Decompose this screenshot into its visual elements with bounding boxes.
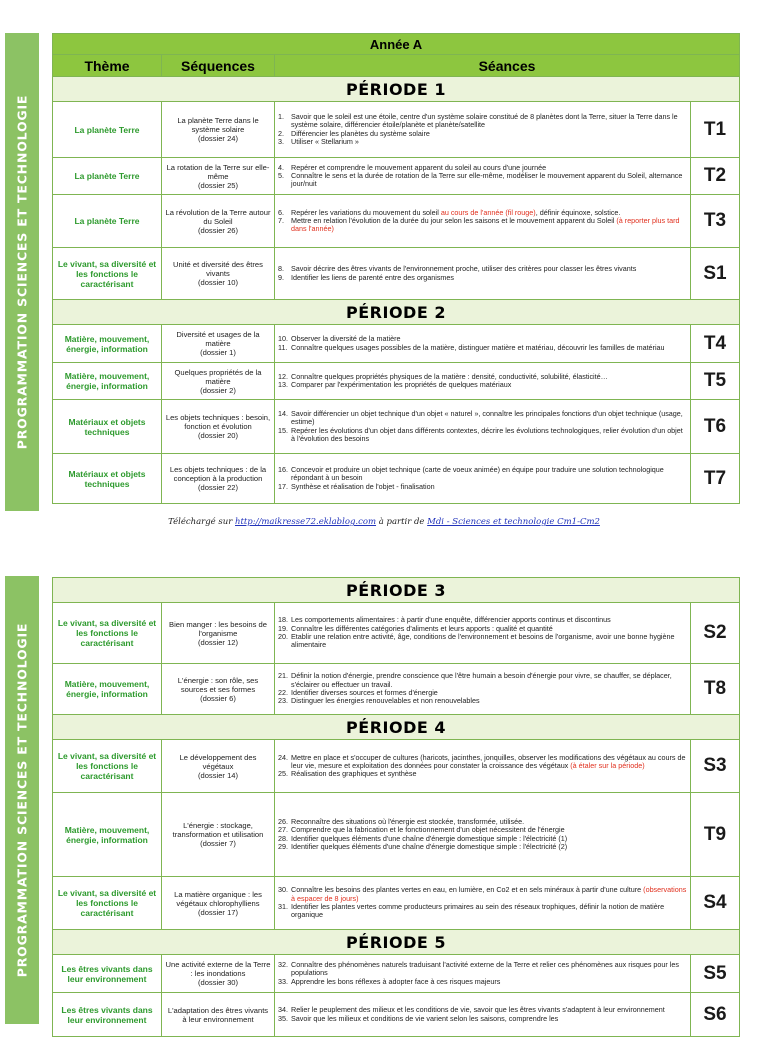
sequence-line: (dossier 22) xyxy=(197,483,239,492)
session-number: 9. xyxy=(278,272,284,282)
session-number: 24. xyxy=(278,752,288,762)
session-number: 6. xyxy=(278,207,284,217)
sequence-row xyxy=(53,454,740,504)
session-item xyxy=(278,274,687,282)
sequence-line: Unité et diversité des êtres vivants xyxy=(173,260,263,278)
period-title: PÉRIODE 3 xyxy=(53,578,740,603)
session-text-main: Concevoir et produire un objet technique (carte de voeux animée) en équipe pour traduire une solution technologique répondant à un besoin xyxy=(291,465,664,483)
sequence-cell xyxy=(162,793,275,877)
session-text-main: Réalisation des graphiques et synthèse xyxy=(291,769,417,779)
session-number: 12. xyxy=(278,371,288,381)
sessions-cell xyxy=(275,740,691,793)
session-note-red: au cours de l'année (fil rouge) xyxy=(440,207,536,217)
session-text-after: , définir équinoxe, solstice. xyxy=(535,207,621,217)
sequence-cell xyxy=(162,102,275,158)
sequence-line: (dossier 6) xyxy=(200,693,236,703)
footer-source-link[interactable]: Mdi - Sciences et technologie Cm1-Cm2 xyxy=(427,517,600,527)
session-item xyxy=(278,1015,687,1023)
session-item xyxy=(278,903,687,920)
sequence-row xyxy=(53,955,740,993)
session-number: 17. xyxy=(278,481,288,491)
theme-cell: Le vivant, sa diversité et les fonctions le caractérisant xyxy=(53,603,162,664)
sequence-code: S3 xyxy=(691,740,740,793)
sessions-cell xyxy=(275,400,691,454)
theme-cell: Matière, mouvement, énergie, information xyxy=(53,793,162,877)
sessions-cell xyxy=(275,993,691,1037)
sequence-code: S4 xyxy=(691,877,740,930)
sequence-line: Les objets techniques : de la conception à la production xyxy=(169,465,267,483)
sequence-line: La matière organique : les végétaux chlorophylliens xyxy=(174,889,262,908)
sequence-cell xyxy=(162,664,275,715)
session-number: 22. xyxy=(278,688,288,697)
session-text xyxy=(291,754,687,771)
download-source-footer xyxy=(0,517,768,527)
sequence-line: Les objets techniques : besoin, fonction et évolution xyxy=(165,413,271,431)
session-text-main: Repérer les évolutions d'un objet dans différents contextes, décrire les évolutions technologiques, relier évolution d'un objet à l'évolution des besoins xyxy=(291,425,683,443)
sessions-cell xyxy=(275,955,691,993)
year-title: Année A xyxy=(53,34,740,55)
sequence-row xyxy=(53,158,740,195)
session-text-main: Mettre en relation l'évolution de la durée du jour selon les saisons et le mouvement apparent du Soleil xyxy=(291,215,617,225)
spine-banner-top xyxy=(5,33,39,511)
session-number: 15. xyxy=(278,425,288,435)
session-item xyxy=(278,843,687,851)
session-text-main: Etablir une relation entre activité, âge, conditions de l'environnement et besoins de l'organisme, avoir une bonne hygiène alimentaire xyxy=(291,632,675,650)
session-text xyxy=(291,886,687,903)
session-text xyxy=(291,633,687,650)
session-number: 25. xyxy=(278,769,288,779)
sequence-line: Diversité et usages de la matière xyxy=(176,330,260,348)
sequence-cell xyxy=(162,955,275,993)
sequence-line: L'énergie : stockage, transformation et utilisation xyxy=(172,821,264,839)
period-title: PÉRIODE 4 xyxy=(53,715,740,740)
session-text-main: Reconnaître des situations où l'énergie est stockée, transformée, utilisée. xyxy=(291,816,525,826)
session-number: 29. xyxy=(278,841,288,851)
sessions-cell xyxy=(275,664,691,715)
spine-label: PROGRAMMATION SCIENCES ET TECHNOLOGIE xyxy=(14,94,30,450)
period-title: PÉRIODE 2 xyxy=(53,300,740,325)
session-number: 8. xyxy=(278,264,284,274)
session-text xyxy=(291,903,687,920)
session-text-main: Connaître quelques propriétés physiques de la matière : densité, conductivité, solubilité, élasticité… xyxy=(291,371,608,381)
spine-label: PROGRAMMATION SCIENCES ET TECHNOLOGIE xyxy=(14,622,30,978)
session-item xyxy=(278,672,687,689)
sequence-cell xyxy=(162,877,275,930)
session-item xyxy=(278,886,687,903)
session-text-main: Identifier quelques éléments d'une chaîne d'énergie domestique simple : l'électricité (2) xyxy=(291,841,568,851)
sessions-cell xyxy=(275,158,691,195)
sequence-cell xyxy=(162,400,275,454)
year-row xyxy=(53,34,740,55)
programme-table-page-2 xyxy=(52,577,740,1037)
sequence-row xyxy=(53,664,740,715)
sequence-line: La rotation de la Terre sur elle-même xyxy=(166,162,270,181)
sessions-cell xyxy=(275,603,691,664)
sequence-cell xyxy=(162,603,275,664)
session-text-main: Définir la notion d'énergie, prendre conscience que l'être humain a besoin d'énergie pour vivre, se chauffer, se déplacer, s'éclairer ou effectuer un travail. xyxy=(291,671,672,689)
theme-cell: La planète Terre xyxy=(53,195,162,248)
theme-cell: Le vivant, sa diversité et les fonctions le caractérisant xyxy=(53,740,162,793)
sequence-cell xyxy=(162,325,275,363)
session-text-main: Savoir décrire des êtres vivants de l'environnement proche, utiliser des critères pour classer les êtres vivants xyxy=(291,264,637,274)
session-text xyxy=(291,274,687,282)
session-item xyxy=(278,466,687,483)
theme-cell: Les êtres vivants dans leur environnement xyxy=(53,955,162,993)
sequence-row xyxy=(53,195,740,248)
session-number: 2. xyxy=(278,128,284,138)
session-text xyxy=(291,770,687,778)
sessions-cell xyxy=(275,793,691,877)
session-text xyxy=(291,344,687,352)
period-row xyxy=(53,930,740,955)
session-number: 14. xyxy=(278,408,288,418)
sessions-cell xyxy=(275,454,691,504)
sequence-line: (dossier 17) xyxy=(197,907,239,917)
sessions-cell xyxy=(275,363,691,400)
session-number: 20. xyxy=(278,632,288,641)
session-text-main: Savoir que le soleil est une étoile, centre d'un système solaire constitué de 8 planètes dont la Terre, situer la Terre dans le système solaire, différencier étoile/planète et planète/satellite xyxy=(291,111,678,130)
sequence-code: T7 xyxy=(691,454,740,504)
sequence-row xyxy=(53,793,740,877)
sequence-line: Une activité externe de la Terre : les inondations xyxy=(165,960,271,978)
session-number: 31. xyxy=(278,902,288,911)
sessions-cell xyxy=(275,325,691,363)
session-item xyxy=(278,172,687,189)
session-number: 32. xyxy=(278,960,288,970)
sequence-line: (dossier 1) xyxy=(200,348,236,357)
session-text-main: Repérer et comprendre le mouvement apparent du soleil au cours d'une journée xyxy=(291,162,547,172)
session-text-main: Savoir que les milieux et conditions de vie varient selon les saisons, comprendre les xyxy=(291,1013,559,1023)
session-number: 23. xyxy=(278,696,288,706)
session-number: 30. xyxy=(278,885,288,895)
sequence-row xyxy=(53,993,740,1037)
theme-cell: Matière, mouvement, énergie, information xyxy=(53,363,162,400)
column-header-theme: Thème xyxy=(53,55,162,77)
sessions-cell xyxy=(275,102,691,158)
theme-cell: Les êtres vivants dans leur environnement xyxy=(53,993,162,1037)
spine-banner-bottom xyxy=(5,576,39,1024)
sequence-row xyxy=(53,325,740,363)
sequence-code: T6 xyxy=(691,400,740,454)
session-text-main: Comprendre que la fabrication et le fonctionnement d'un objet nécessitent de l'énergie xyxy=(291,825,565,835)
theme-cell: Matériaux et objets techniques xyxy=(53,400,162,454)
period-row xyxy=(53,578,740,603)
theme-cell: Matériaux et objets techniques xyxy=(53,454,162,504)
session-note-red: (à reporter plus tard dans l'année) xyxy=(291,215,680,234)
sequence-line: (dossier 7) xyxy=(200,839,236,848)
session-number: 3. xyxy=(278,136,284,146)
sequence-code: T1 xyxy=(691,102,740,158)
session-number: 35. xyxy=(278,1013,288,1023)
sequence-row xyxy=(53,740,740,793)
session-item xyxy=(278,138,687,146)
theme-cell: Matière, mouvement, énergie, information xyxy=(53,664,162,715)
session-text xyxy=(291,483,687,491)
session-item xyxy=(278,344,687,352)
session-number: 34. xyxy=(278,1005,288,1015)
sequence-line: L'adaptation des êtres vivants à leur environnement xyxy=(167,1005,269,1024)
sequence-cell xyxy=(162,993,275,1037)
sequence-line: (dossier 30) xyxy=(197,978,239,987)
session-text xyxy=(291,172,687,189)
session-text-main: Comparer par l'expérimentation les propriétés de quelques matériaux xyxy=(291,380,512,389)
session-text xyxy=(291,427,687,444)
session-number: 11. xyxy=(278,342,288,352)
session-note-red: (observations à espacer de 8 jours) xyxy=(291,885,687,903)
session-text xyxy=(291,217,687,234)
session-number: 26. xyxy=(278,816,288,826)
sequence-row xyxy=(53,102,740,158)
sessions-cell xyxy=(275,195,691,248)
sequence-row xyxy=(53,877,740,930)
sequence-cell xyxy=(162,195,275,248)
sequence-line: (dossier 14) xyxy=(197,770,239,780)
session-number: 1. xyxy=(278,111,284,121)
session-text-main: Identifier les liens de parenté entre des organismes xyxy=(291,272,455,282)
sequence-line: (dossier 26) xyxy=(197,225,239,235)
footer-blog-link[interactable]: http://maikresse72.eklablog.com xyxy=(235,517,377,527)
session-number: 33. xyxy=(278,976,288,986)
session-text xyxy=(291,1015,687,1023)
session-text xyxy=(291,466,687,483)
session-text xyxy=(291,961,687,978)
sequence-code: S1 xyxy=(691,248,740,300)
sequence-cell xyxy=(162,363,275,400)
column-header-row xyxy=(53,55,740,77)
session-item xyxy=(278,217,687,234)
session-text xyxy=(291,113,687,130)
session-text-main: Les comportements alimentaires : à partir d'une enquête, différencier apports continus et discontinus xyxy=(291,615,611,625)
session-text-main: Relier le peuplement des milieux et les conditions de vie, savoir que les êtres vivants s'adaptent à leur environnement xyxy=(291,1005,665,1015)
footer-prefix: Téléchargé sur xyxy=(168,517,235,527)
sequence-line: L'énergie : son rôle, ses sources et ses formes xyxy=(177,675,259,694)
sequence-cell xyxy=(162,454,275,504)
session-item xyxy=(278,410,687,427)
session-text-main: Connaître des phénomènes naturels traduisant l'activité externe de la Terre et relier ces phénomènes aux risques pour les populations xyxy=(291,960,679,978)
session-number: 10. xyxy=(278,334,288,344)
session-item xyxy=(278,754,687,771)
session-number: 21. xyxy=(278,671,288,681)
session-number: 27. xyxy=(278,825,288,835)
session-item xyxy=(278,483,687,491)
sequence-cell xyxy=(162,158,275,195)
sessions-cell xyxy=(275,248,691,300)
sequence-code: T3 xyxy=(691,195,740,248)
sequence-code: T8 xyxy=(691,664,740,715)
sequence-line: (dossier 20) xyxy=(197,431,239,440)
session-number: 18. xyxy=(278,615,288,625)
session-number: 5. xyxy=(278,170,284,180)
sequence-line: (dossier 2) xyxy=(200,385,236,395)
period-row xyxy=(53,715,740,740)
period-title: PÉRIODE 5 xyxy=(53,930,740,955)
session-text-main: Utiliser « Stellarium » xyxy=(291,136,359,146)
sequence-code: T2 xyxy=(691,158,740,195)
sequence-code: S5 xyxy=(691,955,740,993)
sequence-code: T4 xyxy=(691,325,740,363)
sequence-line: Quelques propriétés de la matière xyxy=(174,367,262,386)
session-item xyxy=(278,697,687,705)
sequence-line: (dossier 25) xyxy=(197,180,239,190)
session-text-main: Apprendre les bons réflexes à adopter face à ces risques majeurs xyxy=(291,976,501,986)
session-text-main: Mettre en place et s'occuper de cultures (haricots, jacinthes, jonquilles, observer les modifications des végétaux au cours de leur vie, mesure et exploitation des données pour constater la croissance des végétaux xyxy=(291,752,686,770)
sequence-cell xyxy=(162,740,275,793)
session-item xyxy=(278,427,687,444)
sequence-code: T5 xyxy=(691,363,740,400)
sequence-line: La révolution de la Terre autour du Soleil xyxy=(165,207,271,226)
session-number: 4. xyxy=(278,162,284,172)
sequence-code: S6 xyxy=(691,993,740,1037)
theme-cell: Le vivant, sa diversité et les fonctions le caractérisant xyxy=(53,877,162,930)
session-text-main: Savoir différencier un objet technique d'un objet « naturel », connaître les principales fonctions d'un objet technique (usage, estime) xyxy=(291,408,683,427)
session-item xyxy=(278,961,687,978)
period-row xyxy=(53,77,740,102)
session-text xyxy=(291,843,687,851)
session-number: 7. xyxy=(278,215,284,225)
sequence-code: T9 xyxy=(691,793,740,877)
session-item xyxy=(278,633,687,650)
session-text-main: Observer la diversité de la matière xyxy=(291,334,401,344)
sequence-line: (dossier 24) xyxy=(197,134,239,143)
column-header-seances: Séances xyxy=(275,55,740,77)
sequence-row xyxy=(53,248,740,300)
session-number: 28. xyxy=(278,833,288,843)
session-text xyxy=(291,410,687,427)
period-row xyxy=(53,300,740,325)
session-text-main: Connaître quelques usages possibles de la matière, distinguer matière et matériau, découvrir les familles de matériau xyxy=(291,342,665,352)
sequence-row xyxy=(53,363,740,400)
session-text-main: Connaître le sens et la durée de rotation de la Terre sur elle-même, modéliser le mouvement apparent du Soleil, alternance jour/nuit xyxy=(291,170,683,189)
session-item xyxy=(278,770,687,778)
session-text xyxy=(291,978,687,986)
session-text-main: Distinguer les énergies renouvelables et non renouvelables xyxy=(291,696,480,706)
sequence-line: Le développement des végétaux xyxy=(179,752,257,771)
sequence-line: (dossier 10) xyxy=(197,278,239,287)
session-number: 16. xyxy=(278,465,288,475)
sequence-cell xyxy=(162,248,275,300)
session-text xyxy=(291,672,687,689)
theme-cell: Matière, mouvement, énergie, information xyxy=(53,325,162,363)
session-number: 19. xyxy=(278,623,288,633)
session-text-main: Connaître les besoins des plantes vertes en eau, en lumière, en Co2 et en sels minéraux à partir d'une culture xyxy=(291,885,644,895)
session-text-main: Identifier diverses sources et formes d'énergie xyxy=(291,688,438,697)
session-text xyxy=(291,697,687,705)
sequence-line: Bien manger : les besoins de l'organisme xyxy=(169,619,267,638)
session-text-main: Identifier les plantes vertes comme producteurs primaires au sein des réseaux trophiques, définir la notion de matière organique xyxy=(291,902,665,920)
session-text xyxy=(291,381,687,389)
sequence-code: S2 xyxy=(691,603,740,664)
theme-cell: La planète Terre xyxy=(53,102,162,158)
theme-cell: La planète Terre xyxy=(53,158,162,195)
session-item xyxy=(278,978,687,986)
sequence-line: La planète Terre dans le système solaire xyxy=(177,116,259,134)
theme-cell: Le vivant, sa diversité et les fonctions le caractérisant xyxy=(53,248,162,300)
session-text xyxy=(291,138,687,146)
session-text-main: Connaître les différentes catégories d'aliments et leurs apports : qualité et quantité xyxy=(291,623,553,633)
session-item xyxy=(278,381,687,389)
sequence-row xyxy=(53,400,740,454)
column-header-sequences: Séquences xyxy=(162,55,275,77)
session-text-main: Identifier quelques éléments d'une chaîne d'énergie domestique simple : l'électricité (1) xyxy=(291,833,568,843)
session-text-main: Repérer les variations du mouvement du soleil xyxy=(291,207,441,217)
sequence-line: (dossier 12) xyxy=(197,637,239,647)
session-number: 13. xyxy=(278,380,288,389)
sequence-row xyxy=(53,603,740,664)
session-item xyxy=(278,113,687,130)
programme-table-page-1 xyxy=(52,33,740,504)
sessions-cell xyxy=(275,877,691,930)
session-text-main: Différencier les planètes du système solaire xyxy=(291,128,430,138)
period-title: PÉRIODE 1 xyxy=(53,77,740,102)
session-text-main: Synthèse et réalisation de l'objet - finalisation xyxy=(291,481,435,491)
session-note-red: (à étaler sur la période) xyxy=(570,760,645,770)
footer-mid: à partir de xyxy=(376,517,428,527)
